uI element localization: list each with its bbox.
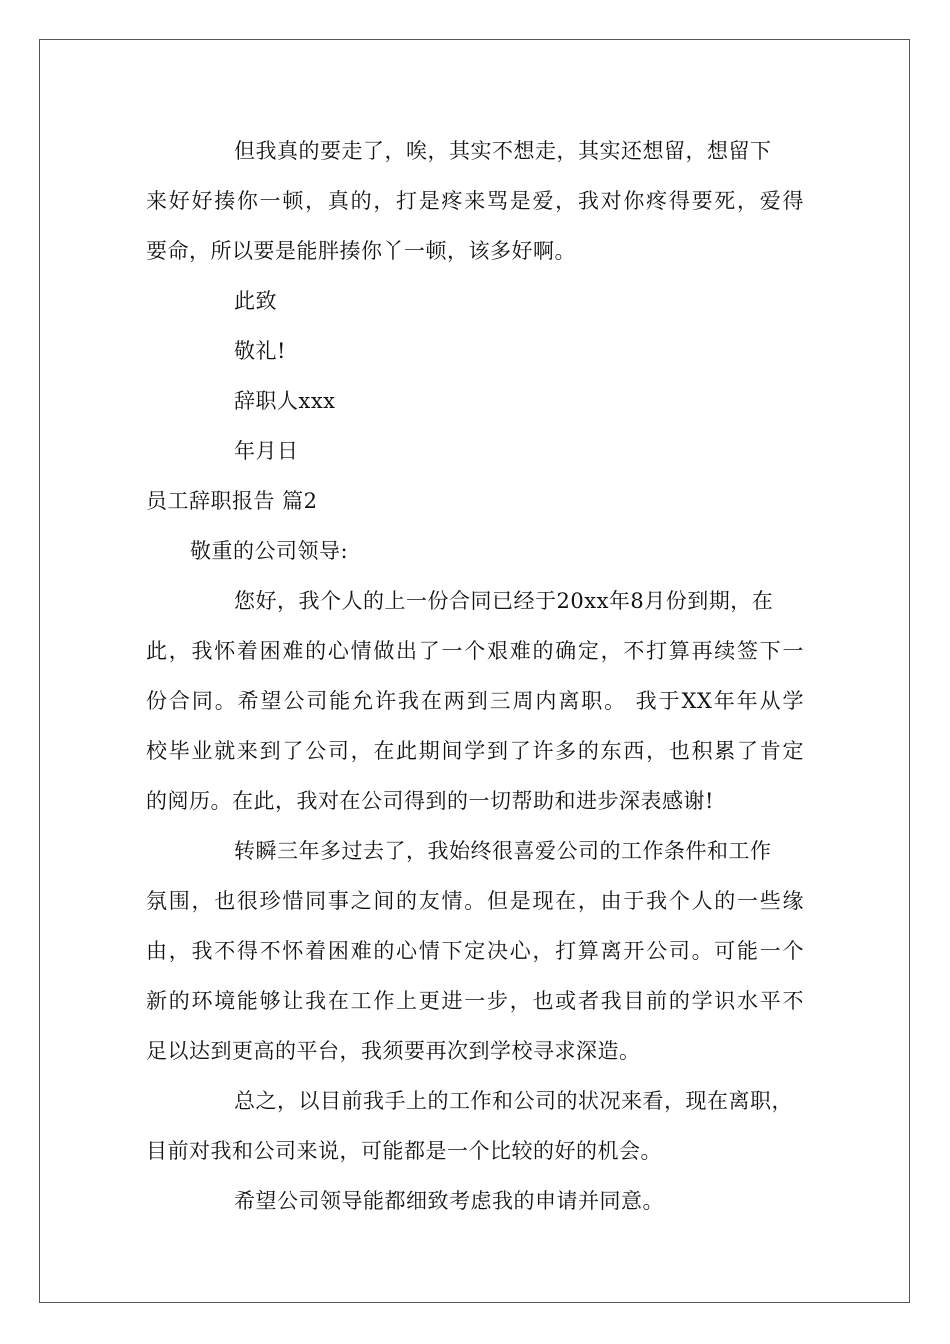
paragraph-3-line-1: 转瞬三年多过去了，我始终很喜爱公司的工作条件和工作 (234, 839, 772, 863)
salutation-text: 敬礼! (234, 339, 286, 363)
paragraph-2-line-3: 份合同。希望公司能允许我在两到三周内离职。 我于XX年年从学 (146, 689, 804, 713)
section-title: 员工辞职报告 篇2 (146, 489, 318, 513)
closing-text: 此致 (234, 289, 277, 313)
date-line: 年月日 (234, 439, 299, 463)
paragraph-3-line-4: 新的环境能够让我在工作上更进一步，也或者我目前的学识水平不 (146, 989, 804, 1013)
paragraph-2-line-2: 此，我怀着困难的心情做出了一个艰难的确定，不打算再续签下一 (146, 639, 804, 663)
paragraph-3-line-3: 由，我不得不怀着困难的心情下定决心，打算离开公司。可能一个 (146, 939, 804, 963)
paragraph-4-line-1: 总之，以目前我手上的工作和公司的状况来看，现在离职， (234, 1089, 793, 1113)
paragraph-2-line-1: 您好，我个人的上一份合同已经于20xx年8月份到期，在 (234, 589, 774, 613)
paragraph-3-line-5: 足以达到更高的平台，我须要再次到学校寻求深造。 (146, 1039, 641, 1063)
greeting: 敬重的公司领导: (190, 539, 349, 563)
signer-name: 辞职人xxx (234, 389, 336, 413)
paragraph-2-line-5: 的阅历。在此，我对在公司得到的一切帮助和进步深表感谢! (146, 789, 714, 813)
paragraph-3-line-2: 氛围，也很珍惜同事之间的友情。但是现在，由于我个人的一些缘 (146, 889, 804, 913)
paragraph-1-line-2: 来好好揍你一顿，真的，打是疼来骂是爱，我对你疼得要死，爱得 (146, 189, 804, 213)
paragraph-4-line-2: 目前对我和公司来说，可能都是一个比较的好的机会。 (146, 1139, 662, 1163)
paragraph-2-line-4: 校毕业就来到了公司，在此期间学到了许多的东西，也积累了肯定 (146, 739, 804, 763)
paragraph-5-line-1: 希望公司领导能都细致考虑我的申请并同意。 (234, 1189, 664, 1213)
paragraph-1-line-1: 但我真的要走了，唉，其实不想走，其实还想留，想留下 (234, 139, 772, 163)
paragraph-1-line-3: 要命，所以要是能胖揍你丫一顿，该多好啊。 (146, 239, 576, 263)
